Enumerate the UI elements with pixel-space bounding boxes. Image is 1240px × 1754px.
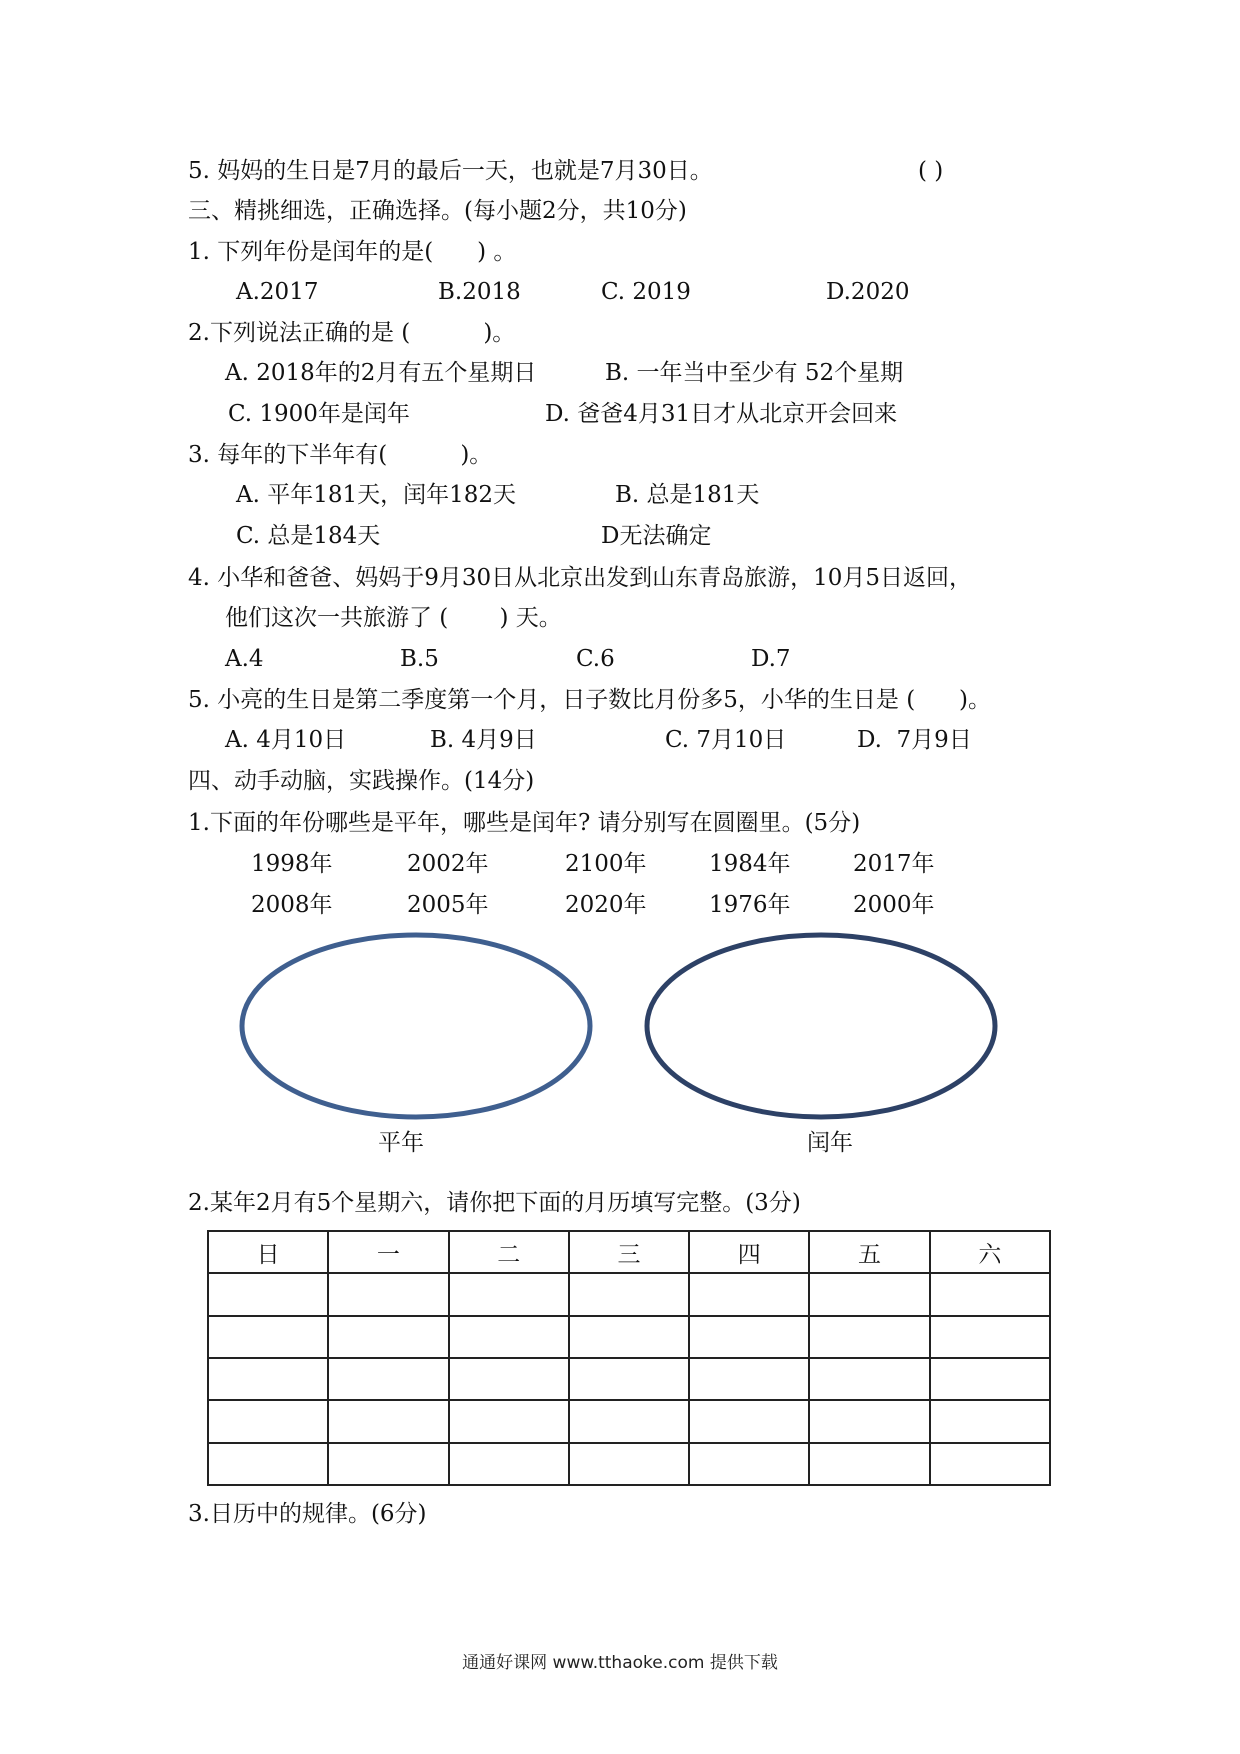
leap-year-label: 闰年 [807,1130,853,1156]
option-d[interactable]: D. 爸爸4月31日才从北京开会回来 [545,401,898,427]
calendar-cell[interactable] [930,1316,1050,1358]
calendar-cell[interactable] [208,1400,328,1442]
calendar-cell[interactable] [328,1358,448,1400]
option-c[interactable]: C.6 [576,646,615,672]
answer-parentheses[interactable]: ( ) [918,158,944,184]
option-a[interactable]: A. 4月10日 [225,727,347,753]
calendar-cell[interactable] [569,1400,689,1442]
year-item: 1984年 [709,851,791,877]
option-b[interactable]: B. 总是181天 [615,482,760,508]
calendar-cell[interactable] [689,1358,809,1400]
calendar-cell[interactable] [449,1400,569,1442]
calendar-cell[interactable] [689,1400,809,1442]
calendar-cell[interactable] [449,1316,569,1358]
choice-question-1: 1. 下列年份是闰年的是( ) 。 [188,239,517,265]
option-a[interactable]: A. 平年181天，闰年182天 [236,482,517,508]
calendar-row [208,1358,1050,1400]
year-item: 2020年 [565,892,647,918]
year-item: 2002年 [407,851,489,877]
weekday-header: 六 [930,1231,1050,1273]
calendar-table [207,1230,1051,1486]
calendar-cell[interactable] [328,1400,448,1442]
calendar-cell[interactable] [208,1273,328,1315]
option-d[interactable]: D.7 [751,646,791,672]
year-item: 1976年 [709,892,791,918]
option-d[interactable]: D. 7月9日 [857,727,972,753]
calendar-cell[interactable] [930,1273,1050,1315]
judgement-question-5: 5. 妈妈的生日是7月的最后一天，也就是7月30日。 [188,158,713,184]
option-a[interactable]: A. 2018年的2月有五个星期日 [225,360,537,386]
option-c[interactable]: C. 1900年是闰年 [228,401,410,427]
option-c[interactable]: C. 7月10日 [665,727,787,753]
section-3-title: 三、精挑细选，正确选择。(每小题2分，共10分) [188,198,687,224]
calendar-cell[interactable] [569,1358,689,1400]
calendar-row [208,1443,1050,1485]
choice-question-5: 5. 小亮的生日是第二季度第一个月，日子数比月份多5，小华的生日是 ( )。 [188,687,992,713]
calendar-header-row [208,1231,1050,1273]
option-d[interactable]: D.2020 [826,279,910,305]
weekday-header: 日 [208,1231,328,1273]
calendar-cell[interactable] [809,1443,929,1485]
option-b[interactable]: B.5 [400,646,439,672]
calendar-cell[interactable] [809,1273,929,1315]
option-b[interactable]: B. 一年当中至少有 52个星期 [605,360,904,386]
choice-question-4: 4. 小华和爸爸、妈妈于9月30日从北京出发到山东青岛旅游，10月5日返回， [188,565,973,591]
weekday-header: 五 [809,1231,929,1273]
year-item: 2008年 [251,892,333,918]
calendar-cell[interactable] [689,1273,809,1315]
calendar-cell[interactable] [930,1443,1050,1485]
calendar-cell[interactable] [930,1358,1050,1400]
calendar-cell[interactable] [208,1358,328,1400]
calendar-cell[interactable] [569,1273,689,1315]
option-c[interactable]: C. 2019 [601,279,691,305]
weekday-header: 三 [569,1231,689,1273]
section-4-title: 四、动手动脑，实践操作。(14分) [188,768,535,794]
calendar-cell[interactable] [809,1358,929,1400]
calendar-row [208,1273,1050,1315]
calendar-cell[interactable] [930,1400,1050,1442]
calendar-cell[interactable] [208,1443,328,1485]
calendar-cell[interactable] [449,1358,569,1400]
option-b[interactable]: B.2018 [438,279,521,305]
common-year-oval[interactable] [242,935,590,1117]
weekday-header: 二 [449,1231,569,1273]
calendar-cell[interactable] [569,1443,689,1485]
weekday-header: 四 [689,1231,809,1273]
year-item: 1998年 [251,851,333,877]
choice-question-3: 3. 每年的下半年有( )。 [188,442,493,468]
option-a[interactable]: A.2017 [236,279,319,305]
option-b[interactable]: B. 4月9日 [430,727,537,753]
calendar-cell[interactable] [328,1316,448,1358]
year-item: 2005年 [407,892,489,918]
leap-year-oval[interactable] [647,935,995,1117]
choice-question-2: 2.下列说法正确的是 ( )。 [188,320,516,346]
calendar-cell[interactable] [328,1443,448,1485]
year-item: 2000年 [853,892,935,918]
calendar-cell[interactable] [208,1316,328,1358]
calendar-cell[interactable] [449,1273,569,1315]
practice-question-2: 2.某年2月有5个星期六，请你把下面的月历填写完整。(3分) [188,1190,801,1216]
practice-question-3: 3.日历中的规律。(6分) [188,1501,427,1527]
calendar-cell[interactable] [328,1273,448,1315]
calendar-row [208,1400,1050,1442]
calendar-cell[interactable] [689,1443,809,1485]
calendar-cell[interactable] [569,1316,689,1358]
weekday-header: 一 [328,1231,448,1273]
page-footer: 通通好课网 www.tthaoke.com 提供下载 [462,1653,778,1673]
practice-question-1: 1.下面的年份哪些是平年，哪些是闰年? 请分别写在圆圈里。(5分) [188,810,861,836]
year-item: 2100年 [565,851,647,877]
calendar-cell[interactable] [809,1316,929,1358]
calendar-cell[interactable] [809,1400,929,1442]
option-d[interactable]: D无法确定 [601,523,712,549]
option-a[interactable]: A.4 [225,646,264,672]
calendar-cell[interactable] [449,1443,569,1485]
choice-question-4-line2: 他们这次一共旅游了 ( ) 天。 [225,605,562,631]
year-item: 2017年 [853,851,935,877]
option-c[interactable]: C. 总是184天 [236,523,381,549]
common-year-label: 平年 [378,1130,424,1156]
calendar-cell[interactable] [689,1316,809,1358]
calendar-row [208,1316,1050,1358]
